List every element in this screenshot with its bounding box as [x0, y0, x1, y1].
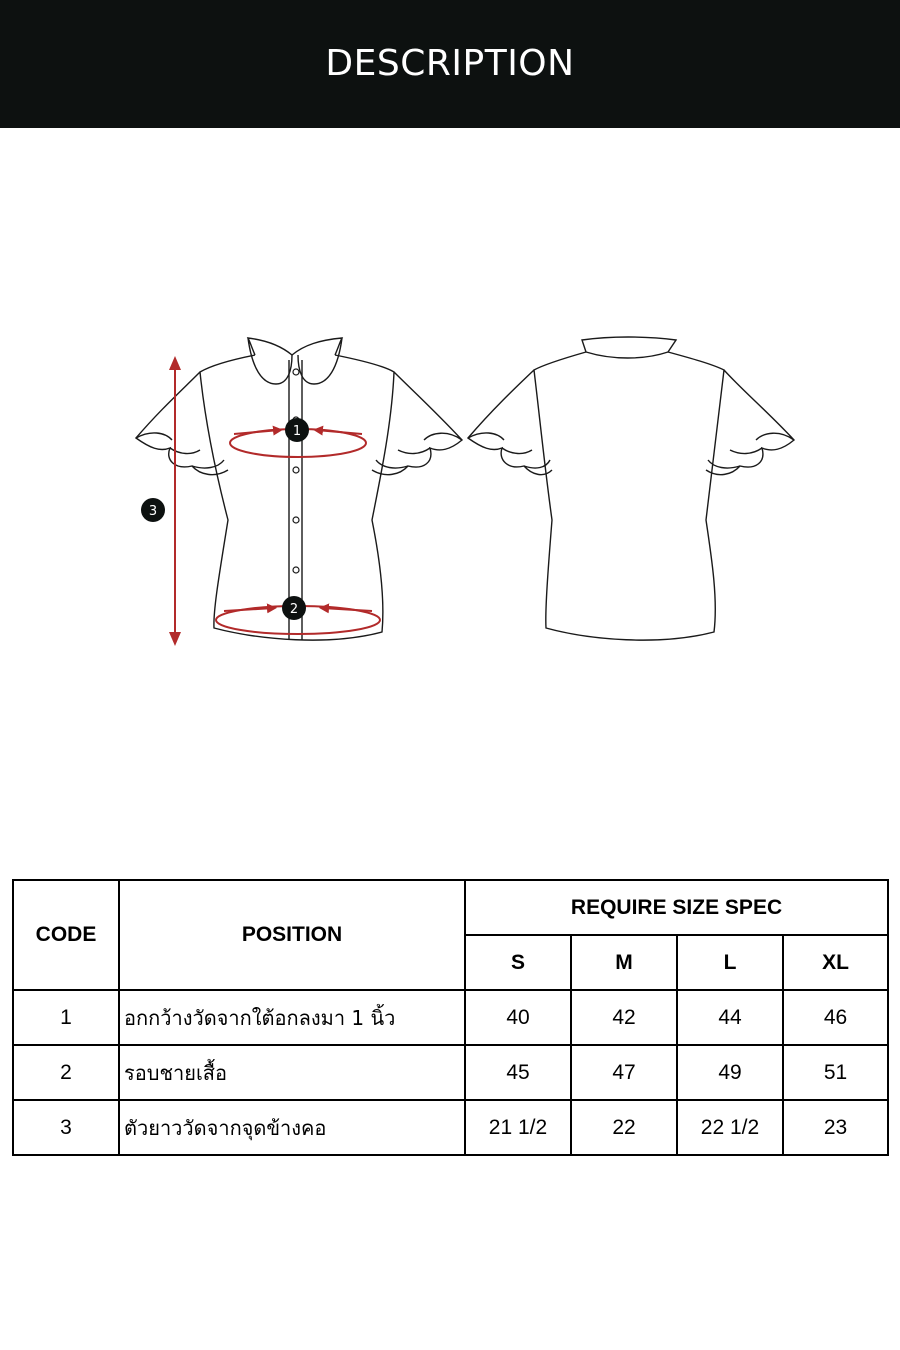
row-code: 3 — [13, 1100, 119, 1155]
value-m: 47 — [571, 1045, 677, 1100]
marker-3-label: 3 — [148, 504, 158, 519]
front-view-drawing — [136, 338, 462, 640]
size-header-m: M — [571, 935, 677, 990]
code-header: CODE — [13, 880, 119, 990]
value-l: 44 — [677, 990, 783, 1045]
value-xl: 23 — [783, 1100, 888, 1155]
header-bar — [0, 0, 900, 128]
table-row — [13, 990, 888, 1045]
length-measurement — [141, 356, 181, 646]
size-header-xl: XL — [783, 935, 888, 990]
value-m: 42 — [571, 990, 677, 1045]
table-row — [13, 1045, 888, 1100]
value-l: 22 1/2 — [677, 1100, 783, 1155]
value-s: 40 — [465, 990, 571, 1045]
position-header: POSITION — [119, 880, 465, 990]
size-header-s: S — [465, 935, 571, 990]
marker-1-label: 1 — [292, 424, 302, 439]
row-position: อกกว้างวัดจากใต้อกลงมา 1 นิ้ว — [119, 990, 465, 1045]
row-code: 1 — [13, 990, 119, 1045]
size-spec-table — [12, 879, 889, 1156]
value-xl: 51 — [783, 1045, 888, 1100]
value-m: 22 — [571, 1100, 677, 1155]
back-view-drawing — [468, 337, 794, 640]
chest-measurement — [230, 418, 366, 457]
page-title: DESCRIPTION — [325, 42, 575, 84]
table-row — [13, 1100, 888, 1155]
front-buttons — [292, 369, 302, 573]
marker-2-label: 2 — [289, 602, 299, 617]
size-spec-group-header: REQUIRE SIZE SPEC — [465, 880, 888, 935]
garment-illustration — [0, 320, 900, 660]
value-s: 21 1/2 — [465, 1100, 571, 1155]
row-position: รอบชายเสื้อ — [119, 1045, 465, 1100]
row-position: ตัวยาววัดจากจุดข้างคอ — [119, 1100, 465, 1155]
value-s: 45 — [465, 1045, 571, 1100]
value-xl: 46 — [783, 990, 888, 1045]
size-header-l: L — [677, 935, 783, 990]
value-l: 49 — [677, 1045, 783, 1100]
row-code: 2 — [13, 1045, 119, 1100]
hem-measurement — [216, 596, 380, 634]
